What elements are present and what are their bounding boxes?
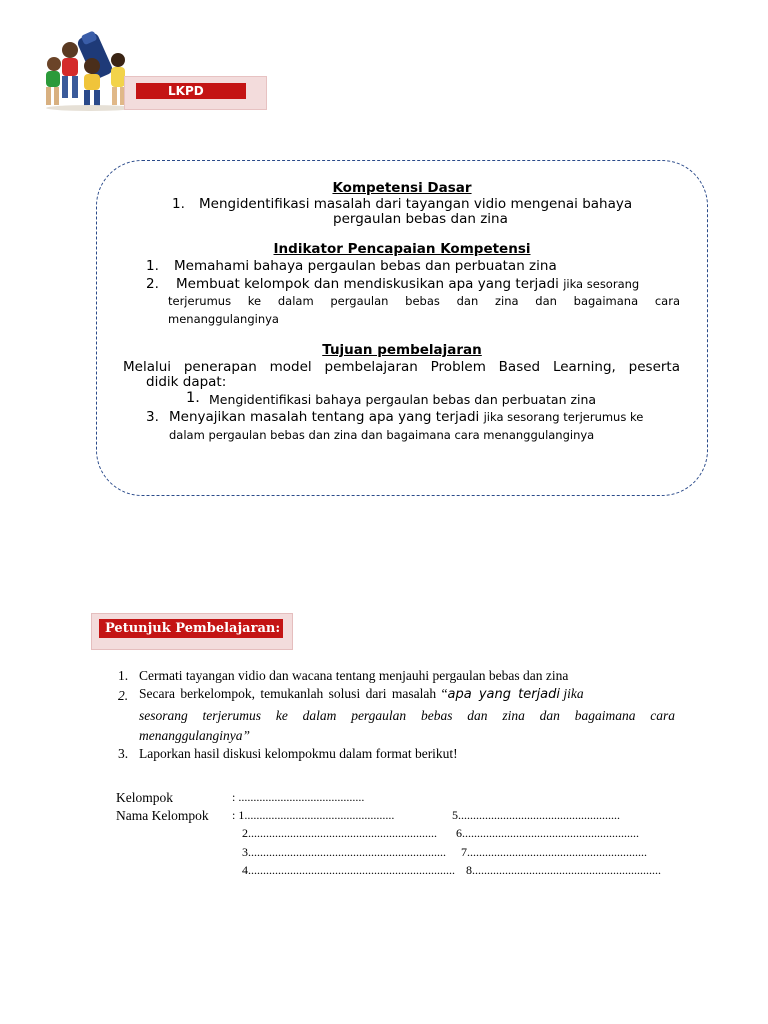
member-field-8[interactable]: 8............................................................... xyxy=(466,863,661,877)
petunjuk-item2-line3: menanggulanginya” xyxy=(139,728,250,743)
kelompok-field[interactable]: : .......................................... xyxy=(232,790,365,804)
petunjuk-item2-text-c: jika xyxy=(563,686,584,701)
ipk-item1-text: Memahami bahaya pergaulan bebas dan perbuatan zina xyxy=(174,258,557,274)
tujuan-item3-text-small: jika sesorang terjerumus ke xyxy=(483,410,644,424)
petunjuk-item2-number: 2. xyxy=(118,688,129,703)
lkpd-badge: LKPD xyxy=(136,83,246,99)
petunjuk-item3-number: 3. xyxy=(118,746,129,761)
kd-item-line1: Mengidentifikasi masalah dari tayangan vidio mengenai bahaya xyxy=(199,196,633,212)
petunjuk-item3-text: Laporkan hasil diskusi kelompokmu dalam format berikut! xyxy=(139,746,458,761)
tujuan-item3-text xyxy=(169,409,643,425)
petunjuk-item2-text-a: Secara berkelompok, temukanlah solusi dari masalah “ xyxy=(139,686,448,701)
ipk-item2-line3: menanggulanginya xyxy=(168,312,279,326)
nama-kelompok-label: Nama Kelompok xyxy=(116,808,209,823)
ipk-item2-number: 2. xyxy=(146,276,159,292)
member-field-2[interactable]: 2............................................................... xyxy=(242,826,437,840)
member-field-5[interactable]: 5...................................................... xyxy=(452,808,620,822)
kompetensi-dasar-title: Kompetensi Dasar xyxy=(332,180,472,196)
tujuan-intro-line1: Melalui penerapan model pembelajaran Problem Based Learning, peserta xyxy=(123,359,680,375)
indikator-title: Indikator Pencapaian Kompetensi xyxy=(273,241,531,257)
member-field-4[interactable]: 4..................................................................... xyxy=(242,863,455,877)
ipk-item2-line2: terjerumus ke dalam pergaulan bebas dan zina dan bagaimana cara xyxy=(168,294,680,308)
tujuan-item1-text: Mengidentifikasi bahaya pergaulan bebas dan perbuatan zina xyxy=(209,392,597,407)
ipk-item1-number: 1. xyxy=(146,258,159,274)
kelompok-label: Kelompok xyxy=(116,790,173,805)
kd-item-line2: pergaulan bebas dan zina xyxy=(333,211,508,227)
petunjuk-item2-line2: sesorang terjerumus ke dalam pergaulan bebas dan zina dan bagaimana cara xyxy=(139,708,675,723)
member-field-7[interactable]: 7............................................................ xyxy=(461,845,647,859)
tujuan-item3-text-main: Menyajikan masalah tentang apa yang terjadi xyxy=(169,409,480,425)
tujuan-title: Tujuan pembelajaran xyxy=(322,342,482,358)
member-field-1[interactable]: : 1.................................................. xyxy=(232,808,395,822)
ipk-item2-text-main: Membuat kelompok dan mendiskusikan apa yang terjadi xyxy=(176,276,559,292)
petunjuk-item1-number: 1. xyxy=(118,668,129,683)
tujuan-intro-line2: didik dapat: xyxy=(146,374,227,390)
petunjuk-item2-line1 xyxy=(139,686,675,702)
member-field-6[interactable]: 6........................................................... xyxy=(456,826,639,840)
ipk-item2-text xyxy=(176,276,639,292)
ipk-item2-text-small: jika sesorang xyxy=(563,277,640,291)
tujuan-item3-line2: dalam pergaulan bebas dan zina dan bagaimana cara menanggulanginya xyxy=(169,428,595,442)
tujuan-item3-number: 3. xyxy=(146,409,159,425)
petunjuk-item2-text-b: apa yang terjadi xyxy=(447,687,561,702)
petunjuk-item1-text: Cermati tayangan vidio dan wacana tentang menjauhi pergaulan bebas dan zina xyxy=(139,668,569,683)
kd-item-number: 1. xyxy=(172,196,185,212)
tujuan-item1-number: 1. xyxy=(186,390,200,406)
petunjuk-title: Petunjuk Pembelajaran: xyxy=(99,619,283,638)
member-field-3[interactable]: 3.................................................................. xyxy=(242,845,446,859)
